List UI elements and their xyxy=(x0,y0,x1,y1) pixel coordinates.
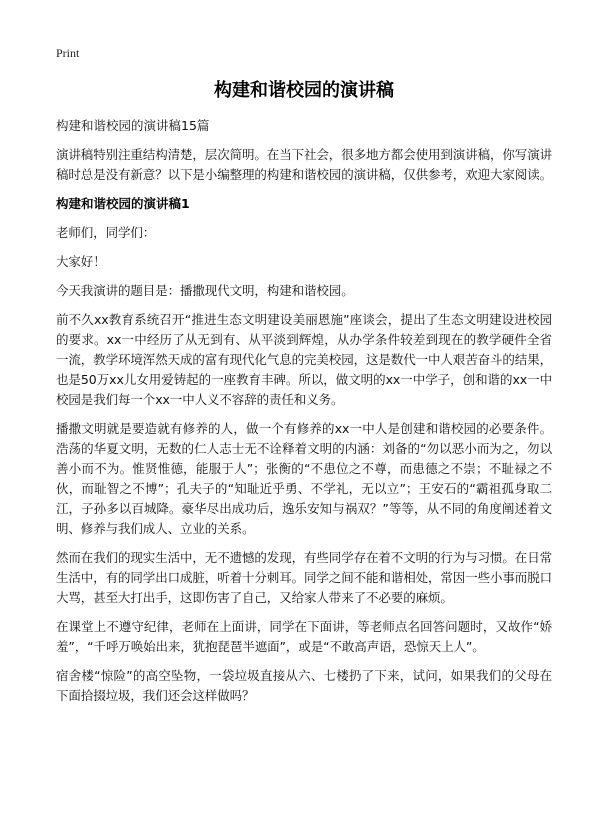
paragraph-greeting-all: 大家好！ xyxy=(56,254,106,269)
intro-paragraph: 演讲稿特别注重结构清楚，层次简明。在当下社会，很多地方都会使用到演讲稿，你写演讲稿时总是没有新意？以下是小编整理的构建和谐校园的演讲稿，仅供参考，欢迎大家阅读。 xyxy=(56,147,553,182)
document-subtitle: 构建和谐校园的演讲稿15篇 xyxy=(56,118,210,133)
paragraph-classroom: 在课堂上不遵守纪律，老师在上面讲，同学在下面讲，等老师点名回答问题时，又故作“娇羞”，“千呼万唤始出来，犹抱琵琶半遮面”，或是“不敢高声语，恐惊天上人”。 xyxy=(56,619,552,654)
paragraph-civilization: 播撒文明就是要造就有修养的人，做一个有修养的xx一中人是创建和谐校园的必要条件。浩荡的华夏文明，无数的仁人志士无不诠释着文明的内涵：刘备的“勿以恶小而为之，勿以善小而不为。惟贤惟德，能服于人”；张衡的“不患位之不尊，而患德之不崇；不耻禄之不伙，而耻智之不博”；孔夫子的“知耻近乎勇、不学礼，无以立”；王安石的“霸祖孤身取二江，子孙多以百城降。豪华尽出成功后，逸乐安知与祸双？”等等，从不同的角度阐述着文明、修养与我们成人、立业的关系。 xyxy=(56,421,552,536)
section-heading: 构建和谐校园的演讲稿1 xyxy=(56,196,190,211)
paragraph-background: 前不久xx教育系统召开“推进生态文明建设美丽恩施”座谈会，提出了生态文明建设进校园的要求。xx一中经历了从无到有、从平淡到辉煌，从办学条件较差到现在的教学硬件全省一流，教学环境浑然天成的富有现代化气息的完美校园，这是数代一中人艰苦奋斗的结果，也是50万xx儿女用爱铸起的一座教育丰碑。所以，做文明的xx一中学子，创和谐的xx一中校园是我们每一个xx一中人义不容辞的责任和义务。 xyxy=(56,312,553,407)
paragraph-topic: 今天我演讲的题目是：播撒现代文明，构建和谐校园。 xyxy=(56,283,354,298)
print-link[interactable]: Print xyxy=(56,46,80,60)
paragraph-dormitory: 宿舍楼“惊险”的高空坠物，一袋垃圾直接从六、七楼扔了下来，试问，如果我们的父母在下面拾掇垃圾，我们还会这样做吗？ xyxy=(56,668,552,703)
document-title: 构建和谐校园的演讲稿 xyxy=(214,80,394,101)
paragraph-greeting-teachers: 老师们，同学们： xyxy=(56,225,156,240)
paragraph-reality: 然而在我们的现实生活中，无不遗憾的发现，有些同学存在着不文明的行为与习惯。在日常生活中，有的同学出口成脏，听着十分刺耳。同学之间不能和谐相处，常因一些小事而脱口大骂，甚至大打出手，这即伤害了自己，又给家人带来了不必要的麻烦。 xyxy=(56,550,553,605)
